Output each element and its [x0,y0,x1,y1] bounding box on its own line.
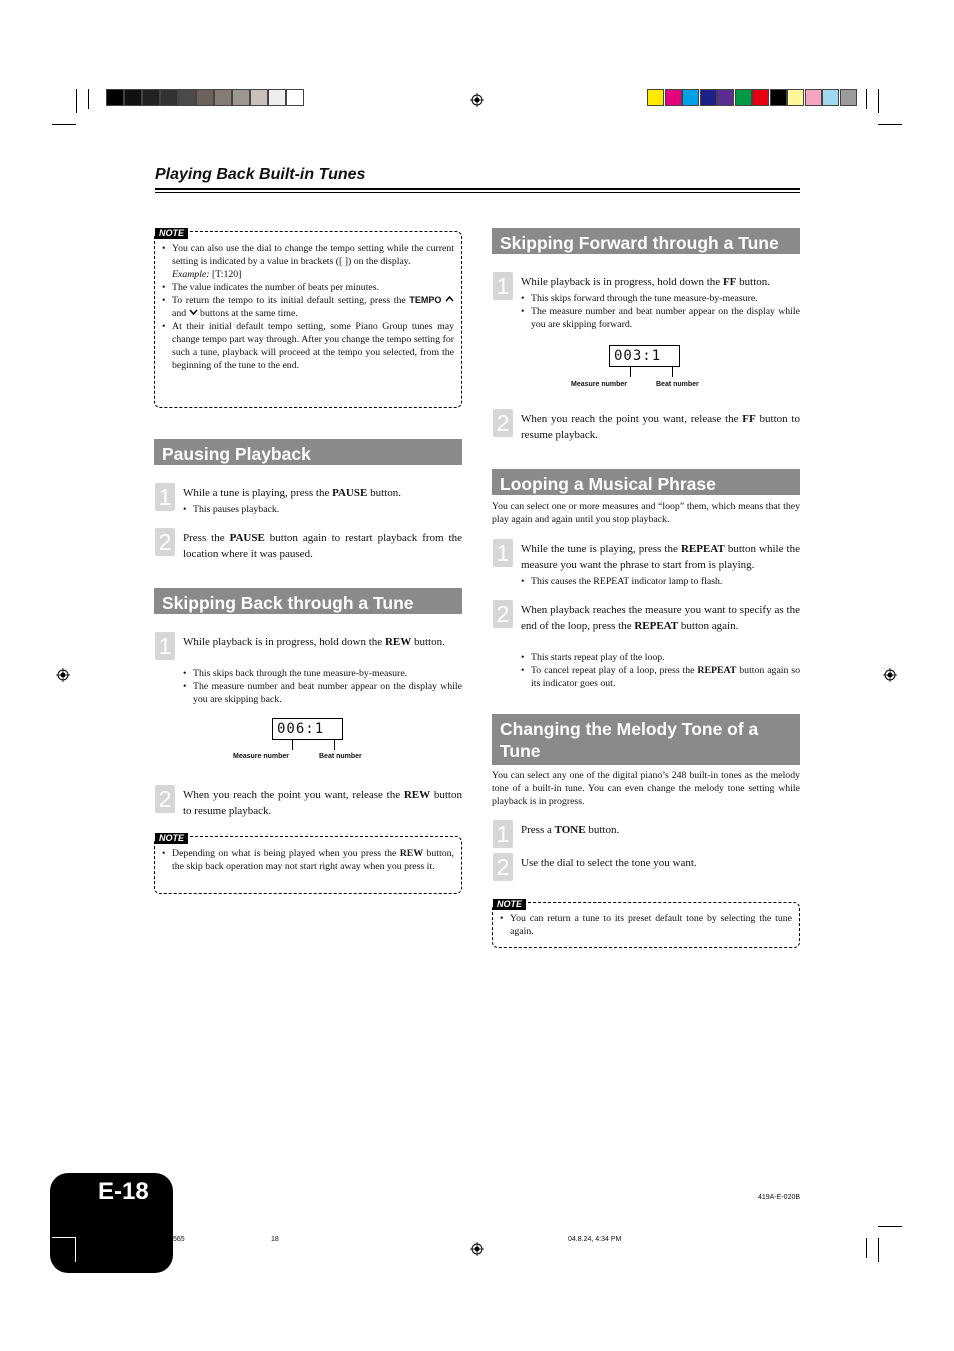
step-text: When playback reaches the measure you want to specify as the end of the loop, press the REPEAT button again. [521,604,800,632]
registration-mark-icon [470,1242,484,1256]
lcd-label-measure: Measure number [571,381,628,388]
step-number: 1 [493,539,513,567]
page-label: E-18 [98,1178,149,1205]
lcd-leader-line [334,740,335,750]
step-text: When you reach the point you want, release the FF button to resume playback. [521,413,800,441]
color-swatch [840,89,857,106]
section-title-skip-back: Skipping Back through a Tune [154,588,462,614]
color-swatch [822,89,839,106]
color-swatch [665,89,682,106]
header-rule [155,192,800,193]
registration-mark-icon [883,668,897,682]
color-swatch [700,89,717,106]
color-swatch [735,89,752,106]
step-text: While the tune is playing, press the REPEAT button while the measure you want the phrase to start from is playing. [521,543,800,571]
note-label: NOTE [493,899,526,910]
step-bullets: • This causes the REPEAT indicator lamp to flash. [521,575,800,588]
step-number: 1 [493,272,513,300]
step-number: 2 [493,600,513,628]
step-bullets: • This starts repeat play of the loop. • To cancel repeat play of a loop, press the REPEAT button again so its indicator goes out. [521,651,800,691]
step-text: Press the PAUSE button again to restart playback from the location where it was paused. [183,532,462,560]
chevron-down-icon [189,308,198,316]
lcd-leader-line [292,740,293,750]
lcd-display: 006:1 [272,718,343,740]
section-intro: You can select any one of the digital piano’s 248 built-in tones as the melody tone of a built-in tune. You can even change the melody tone setting while playback is in progress. [492,770,800,808]
step-number: 1 [493,820,513,848]
color-swatch [752,89,769,106]
note-bullet: • The value indicates the number of beats per minutes. [162,281,454,294]
gray-swatch [196,89,214,106]
gray-swatch [214,89,232,106]
note-bullet: • You can also use the dial to change the tempo setting while the current setting is indicated by a value in brackets ([ ]) on the display. Example: [T:120] [162,242,454,281]
doc-code: 419A-E-020B [758,1194,801,1201]
lcd-label-measure: Measure number [233,753,290,760]
color-swatch [682,89,699,106]
gray-swatch [124,89,142,106]
step-number: 1 [155,483,175,511]
lcd-leader-line [672,367,673,377]
step-number: 2 [155,785,175,813]
step-text: When you reach the point you want, release the REW button to resume playback. [183,789,462,817]
note-body: • You can return a tune to its preset default tone by selecting the tune again. [500,912,792,938]
gray-swatch [106,89,124,106]
color-swatch [770,89,787,106]
lcd-label-beat: Beat number [656,381,699,388]
footer-datetime: 04.8.24, 4:34 PM [568,1236,622,1243]
color-swatch [647,89,664,106]
step-text: While playback is in progress, hold down the REW button. [183,636,445,648]
note-label: NOTE [155,228,188,239]
step-text: While a tune is playing, press the PAUSE button. [183,487,401,499]
lcd-label-beat: Beat number [319,753,362,760]
step-text: Use the dial to select the tone you want. [521,857,697,869]
registration-mark-icon [470,93,484,107]
step-number: 1 [155,632,175,660]
step-number: 2 [493,853,513,881]
footer-page-number: 18 [271,1236,279,1243]
section-title-looping: Looping a Musical Phrase [492,469,800,495]
step-number: 2 [493,409,513,437]
color-swatch [805,89,822,106]
step-bullets: • This pauses playback. [183,503,462,516]
gray-swatch [178,89,196,106]
section-title-skip-forward: Skipping Forward through a Tune [492,228,800,254]
gray-swatch [250,89,268,106]
note-body [162,242,454,372]
step-number: 2 [155,528,175,556]
gray-swatch [268,89,286,106]
gray-swatch [142,89,160,106]
registration-mark-icon [56,668,70,682]
footer-fragment: 565 [173,1236,185,1243]
note-label: NOTE [155,833,188,844]
color-swatch [787,89,804,106]
step-text: While playback is in progress, hold down the FF button. [521,276,771,288]
note-body: • Depending on what is being played when you press the REW button, the skip back operation may not start right away when you press it. [162,847,454,873]
step-bullets: • This skips forward through the tune measure-by-measure. • The measure number and beat number appear on the display while you are skipping forward. [521,292,800,332]
color-swatch [717,89,734,106]
gray-swatch [160,89,178,106]
note-bullet: • To return the tempo to its initial default setting, press the TEMPO and buttons at the same time. [162,294,454,320]
note-bullet: • At their initial default tempo setting, some Piano Group tunes may change tempo part way through. After you change the tempo setting for such a tune, playback will proceed at the tempo you selected, from the beginning of the tune to the end. [162,320,454,372]
section-title-melody: Changing the Melody Tone of a Tune [492,714,800,765]
chevron-up-icon [445,295,454,303]
lcd-leader-line [630,367,631,377]
header-rule [155,188,800,190]
running-header: Playing Back Built-in Tunes [155,166,366,183]
section-intro: You can select one or more measures and “loop” them, which means that they play again and again until you stop playback. [492,501,800,526]
step-text: Press a TONE button. [521,824,620,836]
step-bullets: • This skips back through the tune measure-by-measure. • The measure number and beat number appear on the display while you are skipping back. [183,667,462,707]
lcd-display: 003:1 [609,345,680,367]
gray-swatch [286,89,304,106]
gray-swatch [232,89,250,106]
section-title-pausing: Pausing Playback [154,439,462,465]
